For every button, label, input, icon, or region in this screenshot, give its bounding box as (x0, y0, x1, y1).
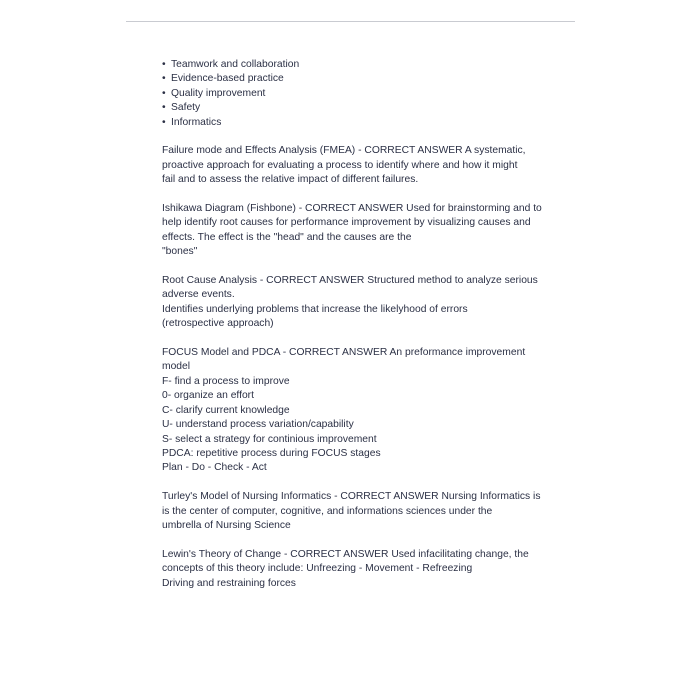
entry-root-cause-analysis (162, 274, 557, 332)
entry-line: fail and to assess the relative impact of different failures. (162, 174, 419, 186)
entry-line: help identify root causes for performance improvement by visualizing causes and (162, 217, 531, 229)
list-item: • Teamwork and collaboration (162, 58, 557, 72)
entry-line: "bones" (162, 246, 198, 258)
entry-line: Lewin's Theory of Change - CORRECT ANSWER Used infacilitating change, the (162, 548, 529, 560)
entry-focus-pdca (162, 346, 557, 476)
entry-line: is the center of computer, cognitive, and informations sciences under the (162, 505, 493, 517)
entry-line: Turley's Model of Nursing Informatics - CORRECT ANSWER Nursing Informatics is (162, 491, 541, 503)
entry-line: C- clarify current knowledge (162, 404, 290, 416)
entry-line: 0- organize an effort (162, 390, 254, 402)
document-content (162, 58, 557, 591)
list-item: • Informatics (162, 116, 557, 130)
bullet-icon: • (162, 102, 166, 114)
entry-fmea (162, 144, 557, 187)
entry-line: PDCA: repetitive process during FOCUS stages (162, 447, 381, 459)
entry-line: Root Cause Analysis - CORRECT ANSWER Structured method to analyze serious (162, 275, 538, 287)
entry-line: (retrospective approach) (162, 318, 274, 330)
entry-line: S- select a strategy for continious improvement (162, 433, 377, 445)
entry-line: Driving and restraining forces (162, 577, 296, 589)
bullet-icon: • (162, 87, 166, 99)
list-item: • Safety (162, 101, 557, 115)
entry-line: effects. The effect is the "head" and the causes are the (162, 231, 412, 243)
bullet-icon: • (162, 73, 166, 85)
entry-lewin-theory (162, 548, 557, 591)
entry-line: Identifies underlying problems that increase the likelyhood of errors (162, 303, 468, 315)
list-item: • Quality improvement (162, 87, 557, 101)
entry-turley-model (162, 490, 557, 533)
entry-line: Plan - Do - Check - Act (162, 462, 267, 474)
entry-line: U- understand process variation/capability (162, 419, 354, 431)
qsen-competency-list (162, 58, 557, 130)
entry-ishikawa (162, 202, 557, 260)
entry-line: Ishikawa Diagram (Fishbone) - CORRECT ANSWER Used for brainstorming and to (162, 203, 542, 215)
entry-line: model (162, 361, 191, 373)
entry-line: concepts of this theory include: Unfreezing - Movement - Refreezing (162, 563, 473, 575)
bullet-icon: • (162, 116, 166, 128)
entry-line: F- find a process to improve (162, 375, 290, 387)
list-item: • Evidence-based practice (162, 72, 557, 86)
entry-line: adverse events. (162, 289, 235, 301)
entry-line: FOCUS Model and PDCA - CORRECT ANSWER An preformance improvement (162, 347, 526, 359)
entry-line: Failure mode and Effects Analysis (FMEA) - CORRECT ANSWER A systematic, (162, 145, 526, 157)
entry-line: umbrella of Nursing Science (162, 519, 291, 531)
bullet-icon: • (162, 59, 166, 70)
top-divider (126, 21, 575, 22)
entry-line: proactive approach for evaluating a process to identify where and how it might (162, 159, 518, 171)
